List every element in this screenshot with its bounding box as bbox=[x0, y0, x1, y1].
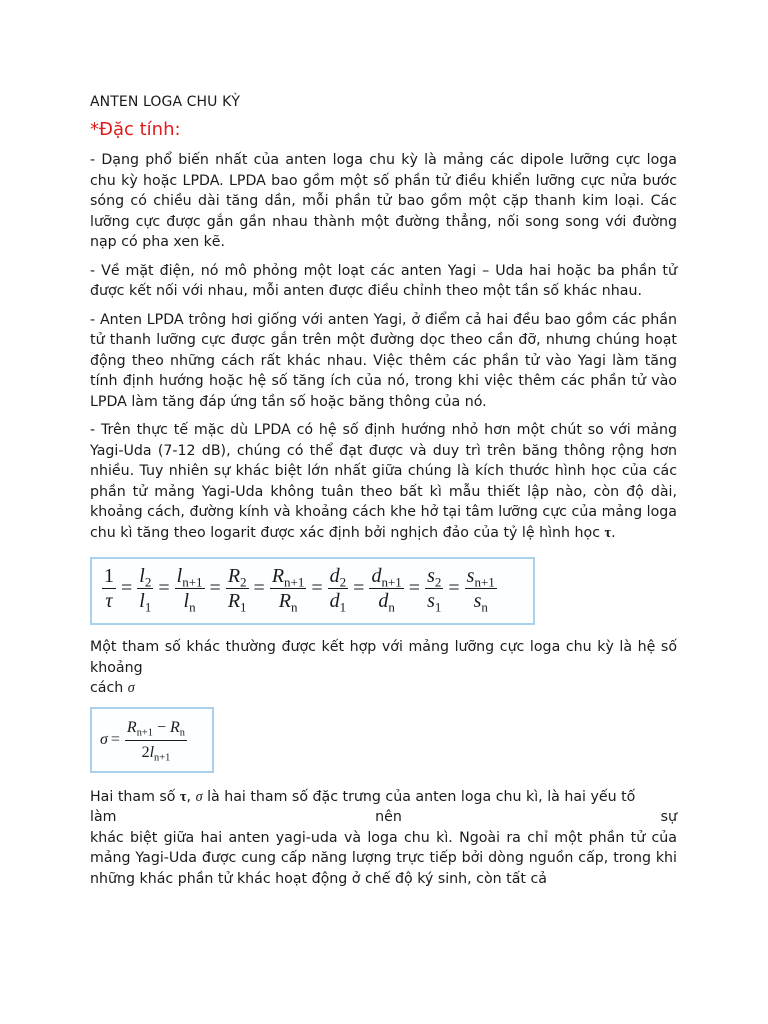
paragraph-5 bbox=[90, 637, 677, 699]
var: R bbox=[227, 590, 241, 612]
var: s bbox=[427, 565, 435, 587]
frac-num bbox=[369, 565, 403, 589]
var: d bbox=[329, 565, 340, 587]
equals-sign: = bbox=[209, 577, 221, 599]
sub: n bbox=[179, 727, 185, 739]
paragraph-5-prefix: cách bbox=[90, 680, 128, 696]
p6-word-2: nên bbox=[375, 809, 402, 825]
frac-num bbox=[125, 717, 187, 741]
sub: n bbox=[481, 599, 488, 615]
equals-sign: = bbox=[448, 577, 460, 599]
sub: 1 bbox=[240, 599, 247, 615]
sigma-symbol: σ bbox=[127, 680, 135, 696]
frac-R bbox=[226, 565, 249, 615]
sub: n+1 bbox=[381, 574, 402, 590]
var: s bbox=[427, 590, 435, 612]
var: s bbox=[473, 590, 482, 612]
section-heading: *Đặc tính: bbox=[90, 119, 181, 140]
frac-den bbox=[376, 589, 397, 615]
document-title: ANTEN LOGA CHU KỲ bbox=[90, 94, 240, 110]
minus-sign: − bbox=[152, 718, 170, 736]
equals-sign: = bbox=[110, 731, 120, 748]
equals-sign: = bbox=[408, 577, 421, 599]
p6-word-1: làm bbox=[90, 809, 117, 825]
equals-sign: = bbox=[121, 577, 133, 599]
var: R bbox=[271, 565, 285, 587]
frac-num bbox=[425, 565, 443, 589]
frac-d bbox=[328, 565, 349, 615]
frac-num: 1 bbox=[104, 565, 114, 587]
paragraph-6 bbox=[90, 787, 677, 890]
sub: 2 bbox=[434, 574, 442, 590]
p6-prefix: Hai tham số bbox=[90, 788, 180, 805]
frac-num bbox=[175, 565, 205, 589]
tau-symbol: τ bbox=[179, 788, 187, 805]
coef: 2 bbox=[141, 743, 150, 761]
sub: 2 bbox=[144, 574, 152, 590]
p6-word-3: sự bbox=[660, 809, 677, 825]
frac-num bbox=[328, 565, 349, 589]
paragraph-3: - Anten LPDA trông hơi giống với anten Yagi, ở điểm cả hai đều bao gồm các phần tử thanh lưỡng cực được gắn trên một đường dọc theo cần đỡ, nhưng chúng hoạt động theo những cách rất khác nhau. Việc thêm các phần tử vào Yagi làm tăng tính định hướng hoặc hệ số tăng ích của nó, trong khi việc thêm các phần tử vào LPDA làm tăng đáp ứng tần số hoặc băng thông của nó. bbox=[90, 311, 677, 410]
var: R bbox=[170, 718, 180, 736]
frac-1-over-tau bbox=[102, 565, 116, 612]
frac-num bbox=[465, 565, 497, 589]
var: d bbox=[378, 590, 389, 612]
p6-rest: là hai tham số đặc trưng của anten loga chu kì, là hai yếu tố bbox=[202, 788, 636, 805]
sub: n+1 bbox=[136, 727, 153, 739]
var: R bbox=[278, 590, 291, 612]
frac-den bbox=[137, 589, 153, 615]
document-page bbox=[90, 92, 677, 897]
frac-den bbox=[140, 741, 173, 764]
formula-ratio bbox=[100, 565, 499, 615]
frac-dn bbox=[369, 565, 403, 615]
sub: 1 bbox=[339, 599, 347, 615]
frac-num bbox=[226, 565, 249, 589]
frac-s bbox=[425, 565, 443, 615]
sub: 2 bbox=[339, 574, 347, 590]
formula-ratio-box bbox=[90, 557, 535, 625]
paragraph-6-rest: khác biệt giữa hai anten yagi-uda và loga chu kì. Ngoài ra chỉ một phần tử của mảng Yagi-Uda được cung cấp năng lượng trực tiếp bởi dòng nguồn cấp, trong khi những khác phần tử khác hoạt động ở chế độ ký sinh, còn tất cả bbox=[90, 829, 677, 887]
sigma-symbol: σ bbox=[195, 788, 203, 805]
frac-num bbox=[137, 565, 153, 589]
tau-symbol: τ bbox=[105, 590, 113, 612]
frac-sigma bbox=[125, 717, 187, 764]
sub: 1 bbox=[144, 599, 152, 615]
var: R bbox=[126, 718, 137, 736]
sigma-symbol: σ bbox=[100, 731, 108, 748]
equals-sign: = bbox=[253, 577, 265, 599]
paragraph-4-end: . bbox=[611, 524, 616, 541]
sub: 2 bbox=[240, 574, 247, 590]
var: s bbox=[466, 565, 475, 587]
paragraph-2: - Về mặt điện, nó mô phỏng một loạt các anten Yagi – Uda hai hoặc ba phần tử được kết nối với nhau, mỗi anten được điều chỉnh theo một tần số khác nhau. bbox=[90, 262, 677, 299]
frac-den bbox=[328, 589, 349, 615]
var: l bbox=[139, 565, 145, 587]
formula-sigma bbox=[100, 717, 189, 764]
tau-symbol: τ bbox=[604, 524, 612, 541]
frac-den bbox=[182, 589, 198, 615]
paragraph-4 bbox=[90, 420, 677, 543]
frac-l bbox=[137, 565, 153, 615]
equals-sign: = bbox=[311, 577, 323, 599]
frac-Rn bbox=[270, 565, 307, 615]
sub: n+1 bbox=[154, 752, 171, 764]
frac-den bbox=[226, 589, 249, 615]
paragraph-6-line-1 bbox=[90, 787, 677, 808]
formula-sigma-box bbox=[90, 707, 214, 773]
frac-den bbox=[103, 589, 114, 612]
sub: n bbox=[388, 599, 395, 615]
equals-sign: = bbox=[158, 577, 170, 599]
sub: n+1 bbox=[474, 574, 495, 590]
sub: n bbox=[290, 599, 298, 615]
var: d bbox=[329, 590, 340, 612]
paragraph-6-line-2 bbox=[90, 807, 677, 828]
equals-sign: = bbox=[353, 577, 365, 599]
paragraph-5-line-1: Một tham số khác thường được kết hợp với mảng lưỡng cực loga chu kỳ là hệ số khoảng bbox=[90, 639, 677, 676]
sub: 1 bbox=[434, 599, 442, 615]
paragraph-1: - Dạng phổ biến nhất của anten loga chu kỳ là mảng các dipole lưỡng cực loga chu kỳ hoặc LPDA. LPDA bao gồm một số phần tử điều khiển lưỡng cực nửa bước sóng có chiều dài tăng dần, mỗi phần tử bao gồm một cặp thanh kim loại. Các lưỡng cực được gắn gần nhau thành một đường thẳng, nối song song với đường nạp có pha xen kẽ. bbox=[90, 152, 677, 250]
frac-den bbox=[277, 589, 300, 615]
sub: n bbox=[189, 599, 196, 615]
var: l bbox=[139, 590, 145, 612]
frac-ln bbox=[175, 565, 205, 615]
frac-den bbox=[425, 589, 443, 615]
frac-den bbox=[472, 589, 490, 615]
var: d bbox=[371, 565, 382, 587]
sub: n+1 bbox=[284, 574, 305, 590]
var: l bbox=[149, 743, 155, 761]
var: R bbox=[227, 565, 241, 587]
paragraph-4-text: - Trên thực tế mặc dù LPDA có hệ số định hướng nhỏ hơn một chút so với mảng Yagi-Uda (7-12 dB), chúng có thể đạt được và duy trì trên băng thông rộng hơn nhiều. Tuy nhiên sự khác biệt lớn nhất giữa chúng là kích thước hình học của các phần tử mảng Yagi-Uda không tuân theo bất kì mẫu thiết lập nào, còn độ dài, khoảng cách, đường kính và khoảng cách khe hở tại tâm lưỡng cực của mảng loga chu kì tăng theo logarit được xác định bởi nghịch đảo của tỷ lệ hình học bbox=[90, 422, 677, 541]
var: l bbox=[176, 565, 183, 587]
sub: n+1 bbox=[182, 574, 203, 590]
frac-num bbox=[270, 565, 307, 589]
p6-comma: , bbox=[186, 788, 196, 805]
var: l bbox=[183, 590, 190, 612]
paragraph-5-line-2 bbox=[90, 678, 677, 699]
frac-sn bbox=[465, 565, 497, 615]
